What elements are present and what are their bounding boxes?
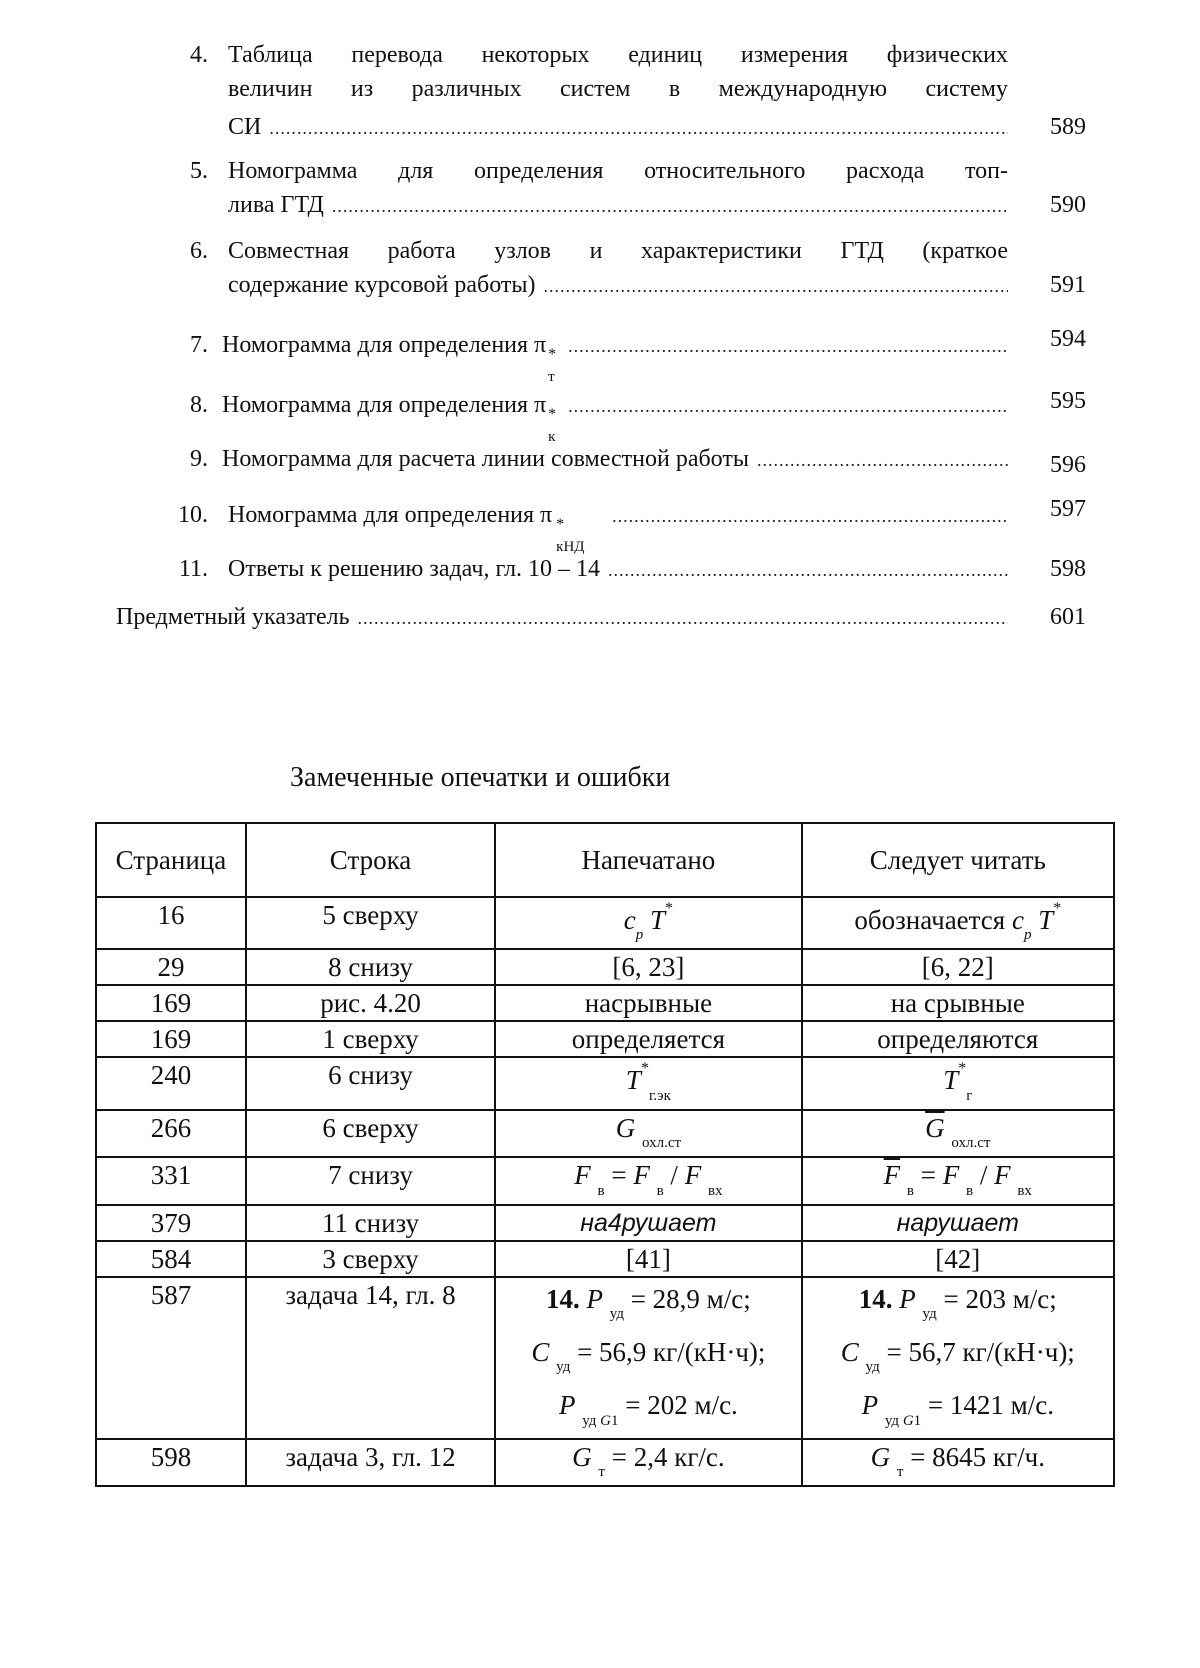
toc-page-number: 598: [1050, 556, 1086, 582]
table-header-row: [96, 823, 1114, 897]
cell-printed: на4рушает: [495, 1205, 801, 1241]
errata-table: [95, 822, 1115, 1487]
dot-leader: [612, 498, 1008, 533]
toc-page-number: 590: [1050, 192, 1086, 218]
cell-line: 1 сверху: [246, 1021, 495, 1057]
cell-line: 8 снизу: [246, 949, 495, 985]
toc-entry-number: 6.: [190, 238, 208, 264]
table-row: [96, 1205, 1114, 1241]
dot-leader: [757, 442, 1008, 477]
dot-leader: [269, 110, 1008, 145]
cell-line: 6 снизу: [246, 1057, 495, 1109]
cell-page: 16: [96, 897, 246, 949]
toc-entry-number: 5.: [190, 158, 208, 184]
cell-printed: F $_в$ = F $_в$ / F $_{вх}$: [495, 1157, 801, 1204]
cell-page: 379: [96, 1205, 246, 1241]
toc-entry-text-prefix: Номограмма для определения π: [222, 392, 547, 418]
cell-line: 3 сверху: [246, 1241, 495, 1277]
cell-page: 584: [96, 1241, 246, 1277]
toc-entry-text-line: Таблица перевода некоторых единиц измерения физических: [228, 42, 1008, 68]
toc-entry-last-line: [228, 110, 1008, 145]
toc-entry-last-line: [222, 442, 1008, 477]
cell-correct: $\overline{F}$ $_в$ = F $_в$ / F $_{вх}$: [802, 1157, 1114, 1204]
cell-printed: [495, 1277, 801, 1439]
toc-entry-last-line: [222, 388, 1008, 445]
cell-line: задача 3, гл. 12: [246, 1439, 495, 1486]
table-row: [96, 1157, 1114, 1204]
toc-page-number: 589: [1050, 114, 1086, 140]
table-row: [96, 949, 1114, 985]
cell-page: 598: [96, 1439, 246, 1486]
star-superscript: *: [556, 516, 565, 533]
toc-entry-number: 9.: [190, 446, 208, 472]
toc-entry-last-line: [228, 552, 1008, 587]
cell-printed: насрывные: [495, 985, 801, 1021]
cell-page: 587: [96, 1277, 246, 1439]
cell-line: 11 снизу: [246, 1205, 495, 1241]
toc-entry-text: Ответы к решению задач, гл. 10 – 14: [228, 556, 601, 582]
errata-title: Замеченные опечатки и ошибки: [290, 762, 671, 793]
cell-correct: определяются: [802, 1021, 1114, 1057]
table-row: [96, 1021, 1114, 1057]
toc-page-number: 596: [1050, 452, 1086, 478]
toc-entry-text-line: Совместная работа узлов и характеристики ГТД (краткое: [228, 238, 1008, 264]
table-row: [96, 985, 1114, 1021]
table-row: [96, 1277, 1114, 1439]
table-row: [96, 897, 1114, 949]
toc-entry-last-line: [228, 188, 1008, 223]
toc-entry-text: [228, 498, 604, 555]
cell-correct: обозначается $c_p$ T*: [802, 897, 1114, 949]
cell-correct: на срывные: [802, 985, 1114, 1021]
toc-entry-number: 7.: [190, 332, 208, 358]
star-superscript: *: [548, 346, 557, 363]
cell-correct: [42]: [802, 1241, 1114, 1277]
toc-entry-last-line: [116, 600, 1008, 635]
toc-entry-text-prefix: Номограмма для определения π: [222, 332, 547, 358]
column-header-printed: Напечатано: [495, 823, 801, 897]
cell-line: 7 снизу: [246, 1157, 495, 1204]
correct-line-2: C $_{уд}$ = 56,7 кг/(кН·ч);: [840, 1336, 1075, 1376]
toc-entry-last-line: [228, 498, 1008, 555]
toc-entry-text-prefix: Номограмма для определения π: [228, 502, 553, 528]
cell-printed: $c_p$ T*: [495, 897, 801, 949]
dot-leader: [332, 188, 1008, 223]
printed-line-2: C $_{уд}$ = 56,9 кг/(кН·ч);: [531, 1336, 766, 1376]
cell-correct: нарушает: [802, 1205, 1114, 1241]
correct-line-1: 14. P $_{уд}$ = 203 м/с;: [858, 1283, 1057, 1322]
toc-page-number: 597: [1050, 496, 1086, 522]
cell-printed: определяется: [495, 1021, 801, 1057]
index-subscript: к: [548, 429, 556, 445]
star-superscript: *: [548, 406, 557, 423]
column-header-correct: Следует читать: [802, 823, 1114, 897]
toc-entry-last-line: [222, 328, 1008, 385]
cell-correct: $\overline{G}$ $_{охл.ст}$: [802, 1110, 1114, 1157]
printed-line-1: 14. P $_{уд}$ = 28,9 м/с;: [546, 1283, 751, 1322]
table-row: [96, 1439, 1114, 1486]
cell-line: задача 14, гл. 8: [246, 1277, 495, 1439]
cell-correct: [802, 1277, 1114, 1439]
toc-entry-number: 10.: [178, 502, 208, 528]
toc-page-number: 601: [1050, 604, 1086, 630]
cell-page: 169: [96, 1021, 246, 1057]
index-subscript: кНД: [556, 539, 585, 555]
cell-printed: G $_т$ = 2,4 кг/с.: [495, 1439, 801, 1486]
cell-line: 5 сверху: [246, 897, 495, 949]
dot-leader: [544, 268, 1008, 303]
table-row: [96, 1110, 1114, 1157]
cell-page: 169: [96, 985, 246, 1021]
table-row: [96, 1057, 1114, 1109]
correct-line-3: P $_{уд G1}$ = 1421 м/с.: [861, 1390, 1054, 1429]
toc-entry-number: 4.: [190, 42, 208, 68]
cell-correct: $T^*_г$: [802, 1057, 1114, 1109]
toc-page-number: 594: [1050, 326, 1086, 352]
column-header-line: Строка: [246, 823, 495, 897]
dot-leader: [568, 328, 1008, 363]
toc-entry-text-line: Номограмма для определения относительного расхода топ-: [228, 158, 1008, 184]
cell-correct: [6, 22]: [802, 949, 1114, 985]
cell-correct: G $_т$ = 8645 кг/ч.: [802, 1439, 1114, 1486]
index-subscript: т: [548, 369, 555, 385]
dot-leader: [358, 600, 1008, 635]
dot-leader: [608, 552, 1008, 587]
cell-page: 29: [96, 949, 246, 985]
toc-entry-text: Номограмма для расчета линии совместной работы: [222, 446, 749, 472]
dot-leader: [568, 388, 1008, 423]
cell-page: 331: [96, 1157, 246, 1204]
toc-entry-text: СИ: [228, 114, 262, 140]
table-row: [96, 1241, 1114, 1277]
toc-entry-text: Предметный указатель: [116, 604, 350, 630]
toc-page-number: 595: [1050, 388, 1086, 414]
toc-entry-text-line: величин из различных систем в международную систему: [228, 76, 1008, 102]
cell-printed: $T^*_{г.эк}$: [495, 1057, 801, 1109]
toc-entry-number: 8.: [190, 392, 208, 418]
toc-page-number: 591: [1050, 272, 1086, 298]
printed-line-3: P $_{уд G1}$ = 202 м/с.: [558, 1390, 738, 1429]
toc-entry-number: 11.: [178, 556, 208, 582]
cell-line: рис. 4.20: [246, 985, 495, 1021]
toc-entry-text: [222, 388, 560, 445]
toc-entry-text: лива ГТД: [228, 192, 324, 218]
cell-page: 240: [96, 1057, 246, 1109]
cell-printed: [41]: [495, 1241, 801, 1277]
toc-entry-text: содержание курсовой работы): [228, 272, 536, 298]
toc-entry-last-line: [228, 268, 1008, 303]
cell-line: 6 сверху: [246, 1110, 495, 1157]
toc-entry-text: [222, 328, 560, 385]
column-header-page: Страница: [96, 823, 246, 897]
cell-page: 266: [96, 1110, 246, 1157]
cell-printed: [6, 23]: [495, 949, 801, 985]
cell-printed: G $_{охл.ст}$: [495, 1110, 801, 1157]
